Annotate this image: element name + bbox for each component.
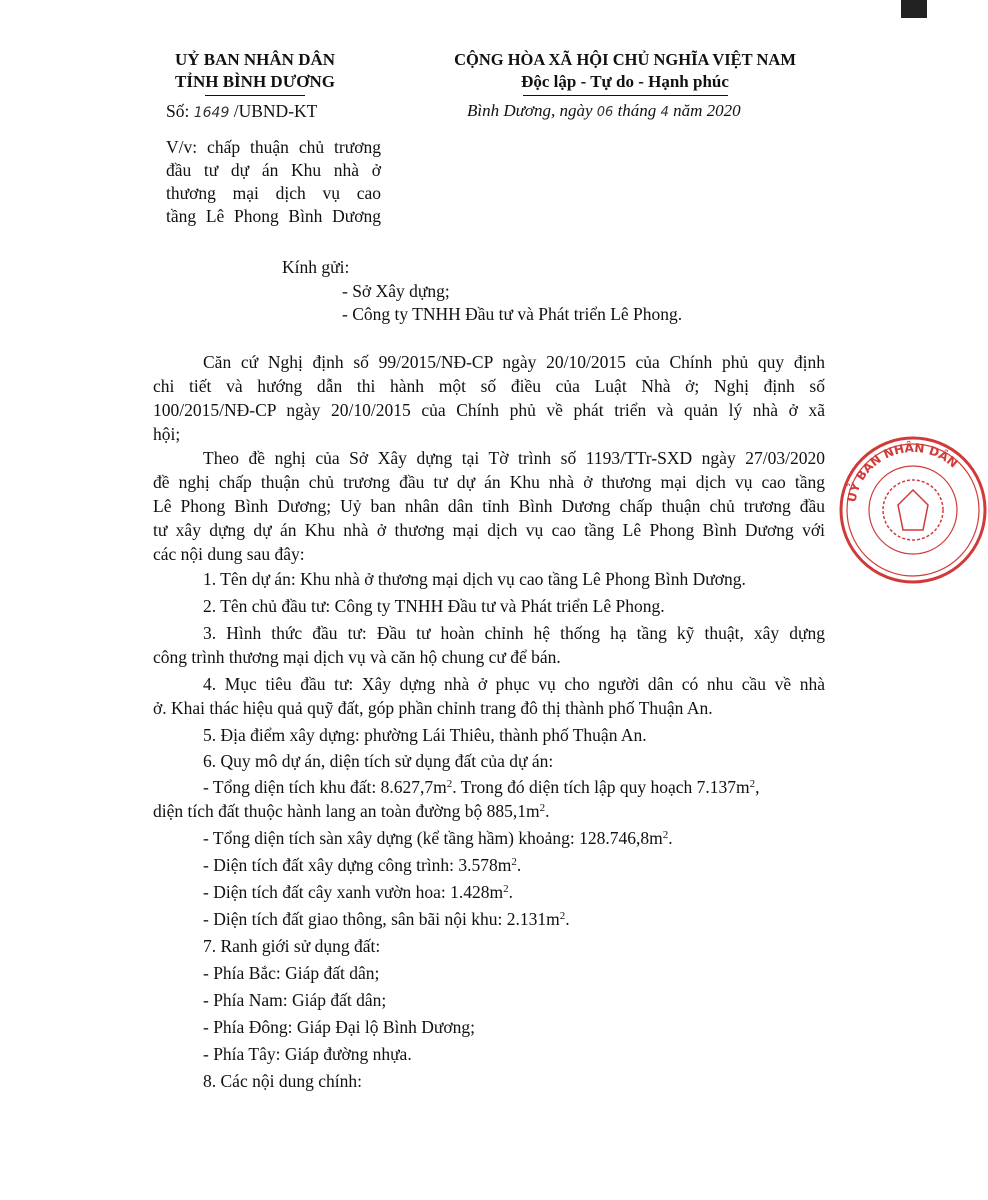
date-prefix: Bình Dương, ngày: [467, 101, 593, 120]
date-month: 4: [660, 105, 669, 120]
subject-line: V/v: chấp thuận chủ trương: [166, 137, 381, 157]
item-road-corridor-area: [153, 801, 550, 822]
document-number: [166, 101, 317, 122]
paragraph-line: Theo đề nghị của Sở Xây dựng tại Tờ trình số 1193/TTr-SXD ngày 27/03/2020: [203, 448, 825, 468]
superscript: 2: [511, 856, 517, 868]
paragraph-line: Căn cứ Nghị định số 99/2015/NĐ-CP ngày 20/10/2015 của Chính phủ quy định: [203, 352, 825, 372]
recipients-label: Kính gửi:: [282, 257, 350, 277]
paragraph-line: hội;: [153, 424, 181, 444]
superscript: 2: [446, 778, 453, 790]
text-run: .: [565, 909, 570, 929]
svg-text:UỶ BAN NHÂN DÂN: [844, 440, 960, 504]
text-run: .: [508, 882, 513, 902]
item-investment-form: 3. Hình thức đầu tư: Đầu tư hoàn chỉnh hệ thống hạ tầng kỹ thuật, xây dựng: [203, 623, 825, 643]
text-run: - Diện tích đất cây xanh vườn hoa: 1.428m: [203, 882, 504, 902]
doc-number-handwritten: 1649: [193, 105, 230, 121]
nation-name: CỘNG HÒA XÃ HỘI CHỦ NGHĨA VIỆT NAM: [454, 50, 796, 69]
text-run: .: [516, 855, 522, 875]
paragraph-line: tư xây dựng dự án Khu nhà ở thương mại dịch vụ cao tầng Lê Phong Bình Dương với: [153, 520, 825, 540]
item-boundaries: 7. Ranh giới sử dụng đất:: [203, 936, 381, 956]
item-location: 5. Địa điểm xây dựng: phường Lái Thiêu, thành phố Thuận An.: [203, 725, 647, 745]
paragraph-line: các nội dung sau đây:: [153, 544, 305, 564]
item-investment-form-cont: công trình thương mại dịch vụ và căn hộ chung cư để bán.: [153, 647, 561, 667]
subject-block: [166, 136, 381, 228]
superscript: 2: [503, 883, 509, 895]
item-main-contents: 8. Các nội dung chính:: [203, 1071, 362, 1091]
boundary-east: - Phía Đông: Giáp Đại lộ Bình Dương;: [203, 1017, 475, 1037]
text-run: diện tích đất thuộc hành lang an toàn đường bộ 885,1m: [153, 801, 540, 821]
paragraph-line: Lê Phong Bình Dương; Uỷ ban nhân dân tỉnh Bình Dương chấp thuận chủ trương đầu: [153, 496, 825, 516]
motto-underline: [523, 95, 728, 96]
superscript: 2: [749, 778, 756, 790]
item-total-land-area: [203, 777, 760, 798]
text-run: - Diện tích đất giao thông, sân bãi nội khu: 2.131m: [203, 909, 560, 929]
subject-line: thương mại dịch vụ cao: [166, 183, 381, 203]
text-run: - Tổng diện tích sàn xây dựng (kể tầng hầm) khoảng: 128.746,8m: [203, 828, 663, 848]
superscript: 2: [662, 829, 669, 841]
text-run: . Trong đó diện tích lập quy hoạch 7.137m: [452, 777, 750, 797]
boundary-west: - Phía Tây: Giáp đường nhựa.: [203, 1044, 412, 1064]
paragraph-line: 100/2015/NĐ-CP ngày 20/10/2015 của Chính phủ về phát triển và quản lý nhà ở xã: [153, 400, 825, 420]
text-run: - Tổng diện tích khu đất: 8.627,7m: [203, 777, 447, 797]
text-run: .: [545, 801, 550, 821]
boundary-south: - Phía Nam: Giáp đất dân;: [203, 990, 387, 1010]
recipient-item: - Sở Xây dựng;: [342, 281, 450, 301]
item-investor: 2. Tên chủ đầu tư: Công ty TNHH Đầu tư và Phát triển Lê Phong.: [203, 596, 665, 616]
nation-motto: Độc lập - Tự do - Hạnh phúc: [521, 72, 729, 91]
text-run: .: [668, 828, 673, 848]
paragraph-line: chi tiết và hướng dẫn thi hành một số điều của Luật Nhà ở; Nghị định số: [153, 376, 825, 396]
agency-underline: [205, 95, 305, 96]
item-building-area: [203, 855, 521, 876]
item-project-name: 1. Tên dự án: Khu nhà ở thương mại dịch vụ cao tầng Lê Phong Bình Dương.: [203, 569, 746, 589]
official-seal: [838, 435, 988, 585]
superscript: 2: [559, 910, 566, 922]
scan-corner-mark: [901, 0, 927, 18]
paragraph-line: đề nghị chấp thuận chủ trương đầu tư dự án Khu nhà ở thương mại dịch vụ cao tầng: [153, 472, 825, 492]
date-mid: tháng: [617, 101, 657, 120]
text-run: - Diện tích đất xây dựng công trình: 3.578m: [203, 855, 512, 875]
subject-line: đầu tư dự án Khu nhà ở: [166, 160, 381, 180]
item-investment-goal-cont: ở. Khai thác hiệu quả quỹ đất, góp phần chỉnh trang đô thị thành phố Thuận An.: [153, 698, 713, 718]
agency-name-line1: UỶ BAN NHÂN DÂN: [174, 50, 336, 69]
agency-name-line2: TỈNH BÌNH DƯƠNG: [175, 72, 335, 91]
date-day: 06: [596, 105, 614, 120]
item-scale: 6. Quy mô dự án, diện tích sử dụng đất của dự án:: [203, 751, 554, 771]
superscript: 2: [539, 802, 546, 814]
item-traffic-area: [203, 909, 570, 930]
seal-text: UỶ BAN NHÂN DÂN: [844, 440, 961, 504]
item-investment-goal: 4. Mục tiêu đầu tư: Xây dựng nhà ở phục vụ cho người dân có nhu cầu về nhà: [203, 674, 825, 694]
issue-date: [467, 101, 741, 121]
item-floor-area: [203, 828, 673, 849]
recipient-item: - Công ty TNHH Đầu tư và Phát triển Lê Phong.: [342, 304, 683, 324]
text-run: ,: [755, 777, 760, 797]
date-suffix: năm 2020: [673, 101, 741, 120]
boundary-north: - Phía Bắc: Giáp đất dân;: [203, 963, 380, 983]
doc-number-prefix: Số:: [166, 101, 190, 121]
item-green-area: [203, 882, 513, 903]
doc-number-suffix: /UBND-KT: [233, 101, 318, 121]
subject-line: tầng Lê Phong Bình Dương: [166, 206, 381, 226]
